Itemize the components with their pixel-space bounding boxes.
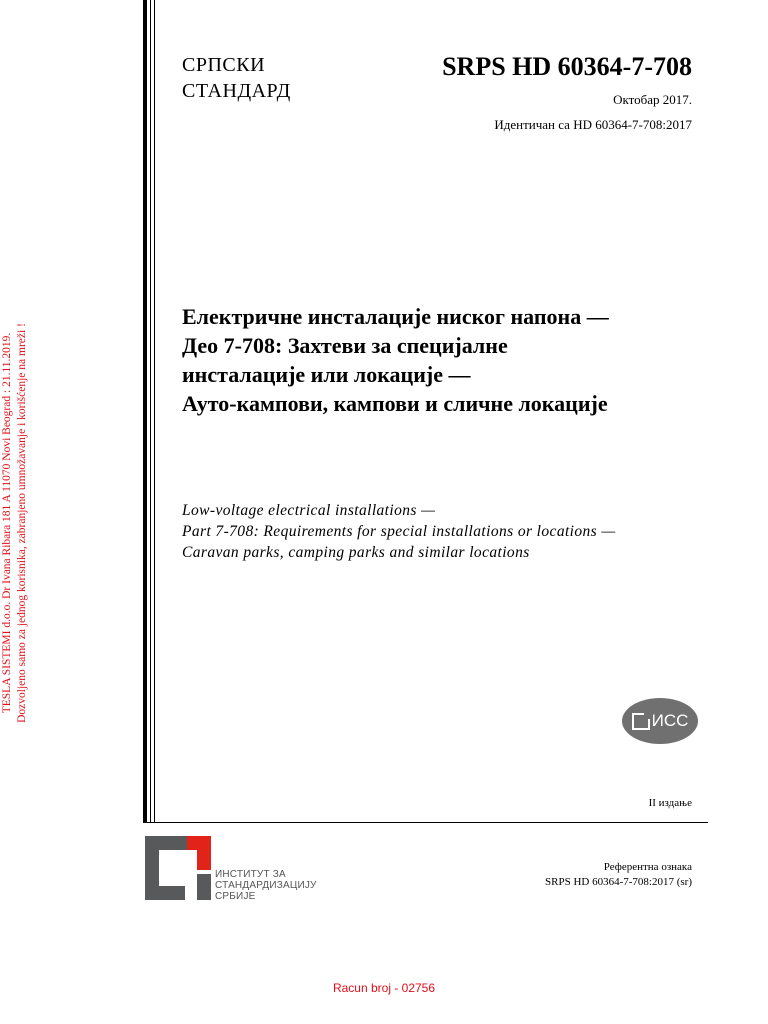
publication-date: Октобар 2017. bbox=[613, 92, 692, 107]
title-sr-line: инсталације или локације — bbox=[182, 362, 471, 387]
edition-label: II издање bbox=[648, 797, 692, 809]
title-serbian bbox=[182, 302, 609, 418]
reference-value: SRPS HD 60364-7-708:2017 (sr) bbox=[545, 876, 692, 888]
title-sr-line: Електричне инсталације ниског напона — bbox=[182, 304, 609, 329]
identical-with-note: Идентичан са HD 60364-7-708:2017 bbox=[494, 117, 692, 132]
iss-logo bbox=[622, 698, 698, 744]
vertical-rule-thin bbox=[150, 0, 151, 822]
institute-line-3: СРБИЈЕ bbox=[215, 891, 256, 902]
horizontal-rule bbox=[143, 822, 708, 823]
title-en-line: Part 7-708: Requirements for special installations or locations — bbox=[182, 523, 616, 540]
license-watermark bbox=[0, 303, 30, 743]
title-english bbox=[182, 500, 616, 563]
institute-line-2: СТАНДАРДИЗАЦИЈУ bbox=[215, 880, 317, 891]
vertical-rule-thin-2 bbox=[154, 0, 155, 822]
standard-type-line-1: СРПСКИ bbox=[182, 54, 266, 76]
title-en-line: Caravan parks, camping parks and similar locations bbox=[182, 544, 530, 561]
title-en-line: Low-voltage electrical installations — bbox=[182, 502, 436, 519]
watermark-line-1: TESLA SISTEMI d.o.o. Dr Ivana Ribara 181 A 11070 Novi Beograd : 21.11.2019. bbox=[1, 332, 13, 714]
invoice-number: Racun broj - 02756 bbox=[332, 981, 436, 995]
standard-type-line-2: СТАНДАРД bbox=[182, 80, 291, 102]
institute-line-1: ИНСТИТУТ ЗА bbox=[215, 869, 286, 880]
reference-label: Референтна ознака bbox=[603, 861, 692, 873]
iss-logo-mark-icon bbox=[632, 713, 650, 730]
title-sr-line: Ауто-кампови, кампови и сличне локације bbox=[182, 391, 608, 416]
standard-type-label bbox=[182, 52, 291, 104]
watermark-line-2: Dozvoljeno samo za jednog korisnika, zabranjeno umnožavanje i korišćenje na mreži ! bbox=[16, 323, 28, 723]
iss-logo-text: ИСС bbox=[651, 711, 689, 730]
standard-code: SRPS HD 60364-7-708 bbox=[442, 52, 692, 81]
vertical-rule-thick bbox=[143, 0, 147, 822]
institute-name bbox=[215, 869, 317, 902]
title-sr-line: Део 7-708: Захтеви за специјалне bbox=[182, 333, 508, 358]
institute-logo-icon bbox=[145, 836, 213, 900]
